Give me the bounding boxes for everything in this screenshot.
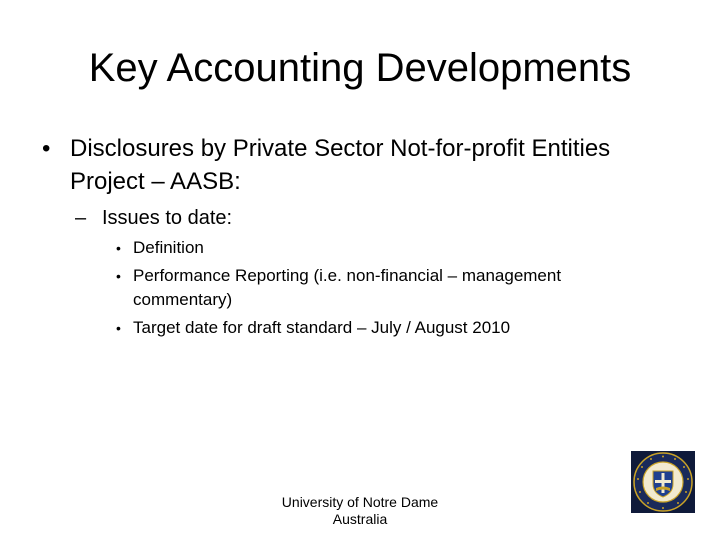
list-item-text: Definition [133,238,204,257]
list-item-text: Performance Reporting (i.e. non-financial – management commentary) [133,266,562,309]
bullet-dot-icon: • [116,240,121,256]
list-item [116,264,576,312]
bullet-level-1 [42,132,642,198]
bullet-text: Disclosures by Private Sector Not-for-profit Entities Project – AASB: [70,135,611,195]
sub-bullet-text: Issues to date: [102,207,233,229]
bullet-list-level-3 [116,236,576,344]
list-item [116,236,576,260]
slide-footer [250,494,470,528]
bullet-level-2 [75,204,635,232]
bullet-dot-icon: • [116,268,121,284]
footer-line: Australia [332,511,388,527]
bullet-dash-icon: – [75,207,87,229]
list-item [116,316,576,340]
list-item-text: Target date for draft standard – July / August 2010 [133,318,511,337]
slide-title: Key Accounting Developments [88,46,632,90]
bullet-dot-icon: • [42,135,51,162]
university-seal-icon [631,451,695,513]
bullet-dot-icon: • [116,320,121,336]
footer-line: University of Notre Dame [281,494,439,510]
